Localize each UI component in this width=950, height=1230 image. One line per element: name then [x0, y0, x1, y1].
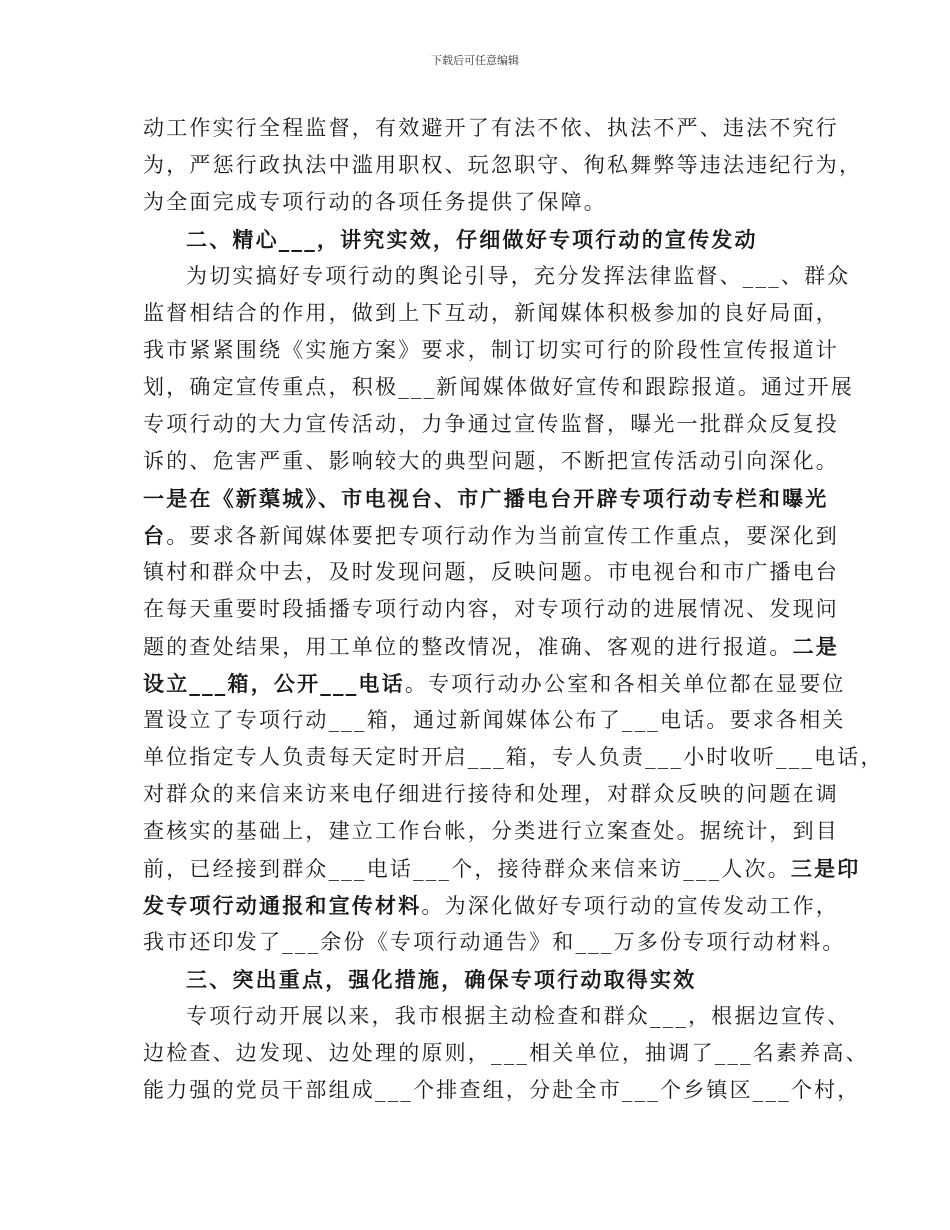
paragraph-line: 边检查、边发现、边处理的原则，___相关单位，抽调了___名素养高、: [143, 1041, 869, 1065]
paragraph-line: 为切实搞好专项行动的舆论引导，充分发挥法律监督、___、群众: [186, 264, 851, 288]
paragraph-line: 我市紧紧围绕《实施方案》要求，制订切实可行的阶段性宣传报道计: [143, 338, 839, 362]
paragraph-line: 我市还印发了___余份《专项行动通告》和___万多份专项行动材料。: [143, 930, 846, 954]
paragraph-line: 为全面完成专项行动的各项任务提供了保障。: [143, 190, 607, 214]
paragraph-line: 专项行动的大力宣传活动，力争通过宣传监督，曝光一批群众反复投: [143, 412, 839, 436]
paragraph-line: 能力强的党员干部组成___个排查组，分赴全市___个乡镇区___个村，: [143, 1078, 861, 1102]
paragraph-line: 为，严惩行政执法中滥用职权、玩忽职守、徇私舞弊等违法违纪行为，: [143, 153, 863, 177]
section-heading-3: 三、突出重点，强化措施，确保专项行动取得实效: [186, 967, 697, 992]
paragraph-line: 单位指定专人负责每天定时开启___箱，专人负责___小时收听___电话，: [143, 745, 884, 769]
paragraph-line: 诉的、危害严重、影响较大的典型问题，不断把宣传活动引向深化。: [143, 449, 839, 473]
paragraph-line: 设立___箱，公开___电话。专项行动办公室和各相关单位都在显要位: [143, 671, 846, 696]
paragraph-line: 台。要求各新闻媒体要把专项行动作为当前宣传工作重点，要深化到: [143, 523, 840, 548]
paragraph-line: 置设立了专项行动___箱，通过新闻媒体公布了___电话。要求各相关: [143, 708, 846, 732]
paragraph-line: 一是在《新蕖城》、市电视台、市广播电台开辟专项行动专栏和曝光: [143, 486, 829, 511]
paragraph-line: 专项行动开展以来，我市根据主动检查和群众___，根据边宣传、: [186, 1004, 851, 1028]
section-heading-2: 二、精心___，讲究实效，仔细做好专项行动的宣传发动: [186, 227, 758, 252]
paragraph-line: 在每天重要时段插播专项行动内容，对专项行动的进展情况、发现问: [143, 597, 839, 621]
page-header: 下载后可任意编辑: [431, 54, 519, 67]
paragraph-line: 监督相结合的作用，做到上下互动，新闻媒体积极参加的良好局面，: [143, 301, 839, 325]
paragraph-line: 镇村和群众中去，及时发现问题，反映问题。市电视台和市广播电台: [143, 560, 839, 584]
paragraph-line: 发专项行动通报和宣传材料。为深化做好专项行动的宣传发动工作，: [143, 893, 840, 918]
paragraph-line: 查核实的基础上，建立工作台帐，分类进行立案查处。据统计，到目: [143, 819, 839, 843]
paragraph-line: 题的查处结果，用工单位的整改情况，准确、客观的进行报道。二是: [143, 634, 840, 659]
paragraph-line: 前，已经接到群众___电话___个，接待群众来信来访___人次。三是印: [143, 856, 861, 881]
paragraph-line: 对群众的来信来访来电仔细进行接待和处理，对群众反映的问题在调: [143, 782, 839, 806]
paragraph-line: 动工作实行全程监督，有效避开了有法不依、执法不严、违法不究行: [143, 116, 839, 140]
paragraph-line: 划，确定宣传重点，积极___新闻媒体做好宣传和跟踪报道。通过开展: [143, 375, 854, 399]
